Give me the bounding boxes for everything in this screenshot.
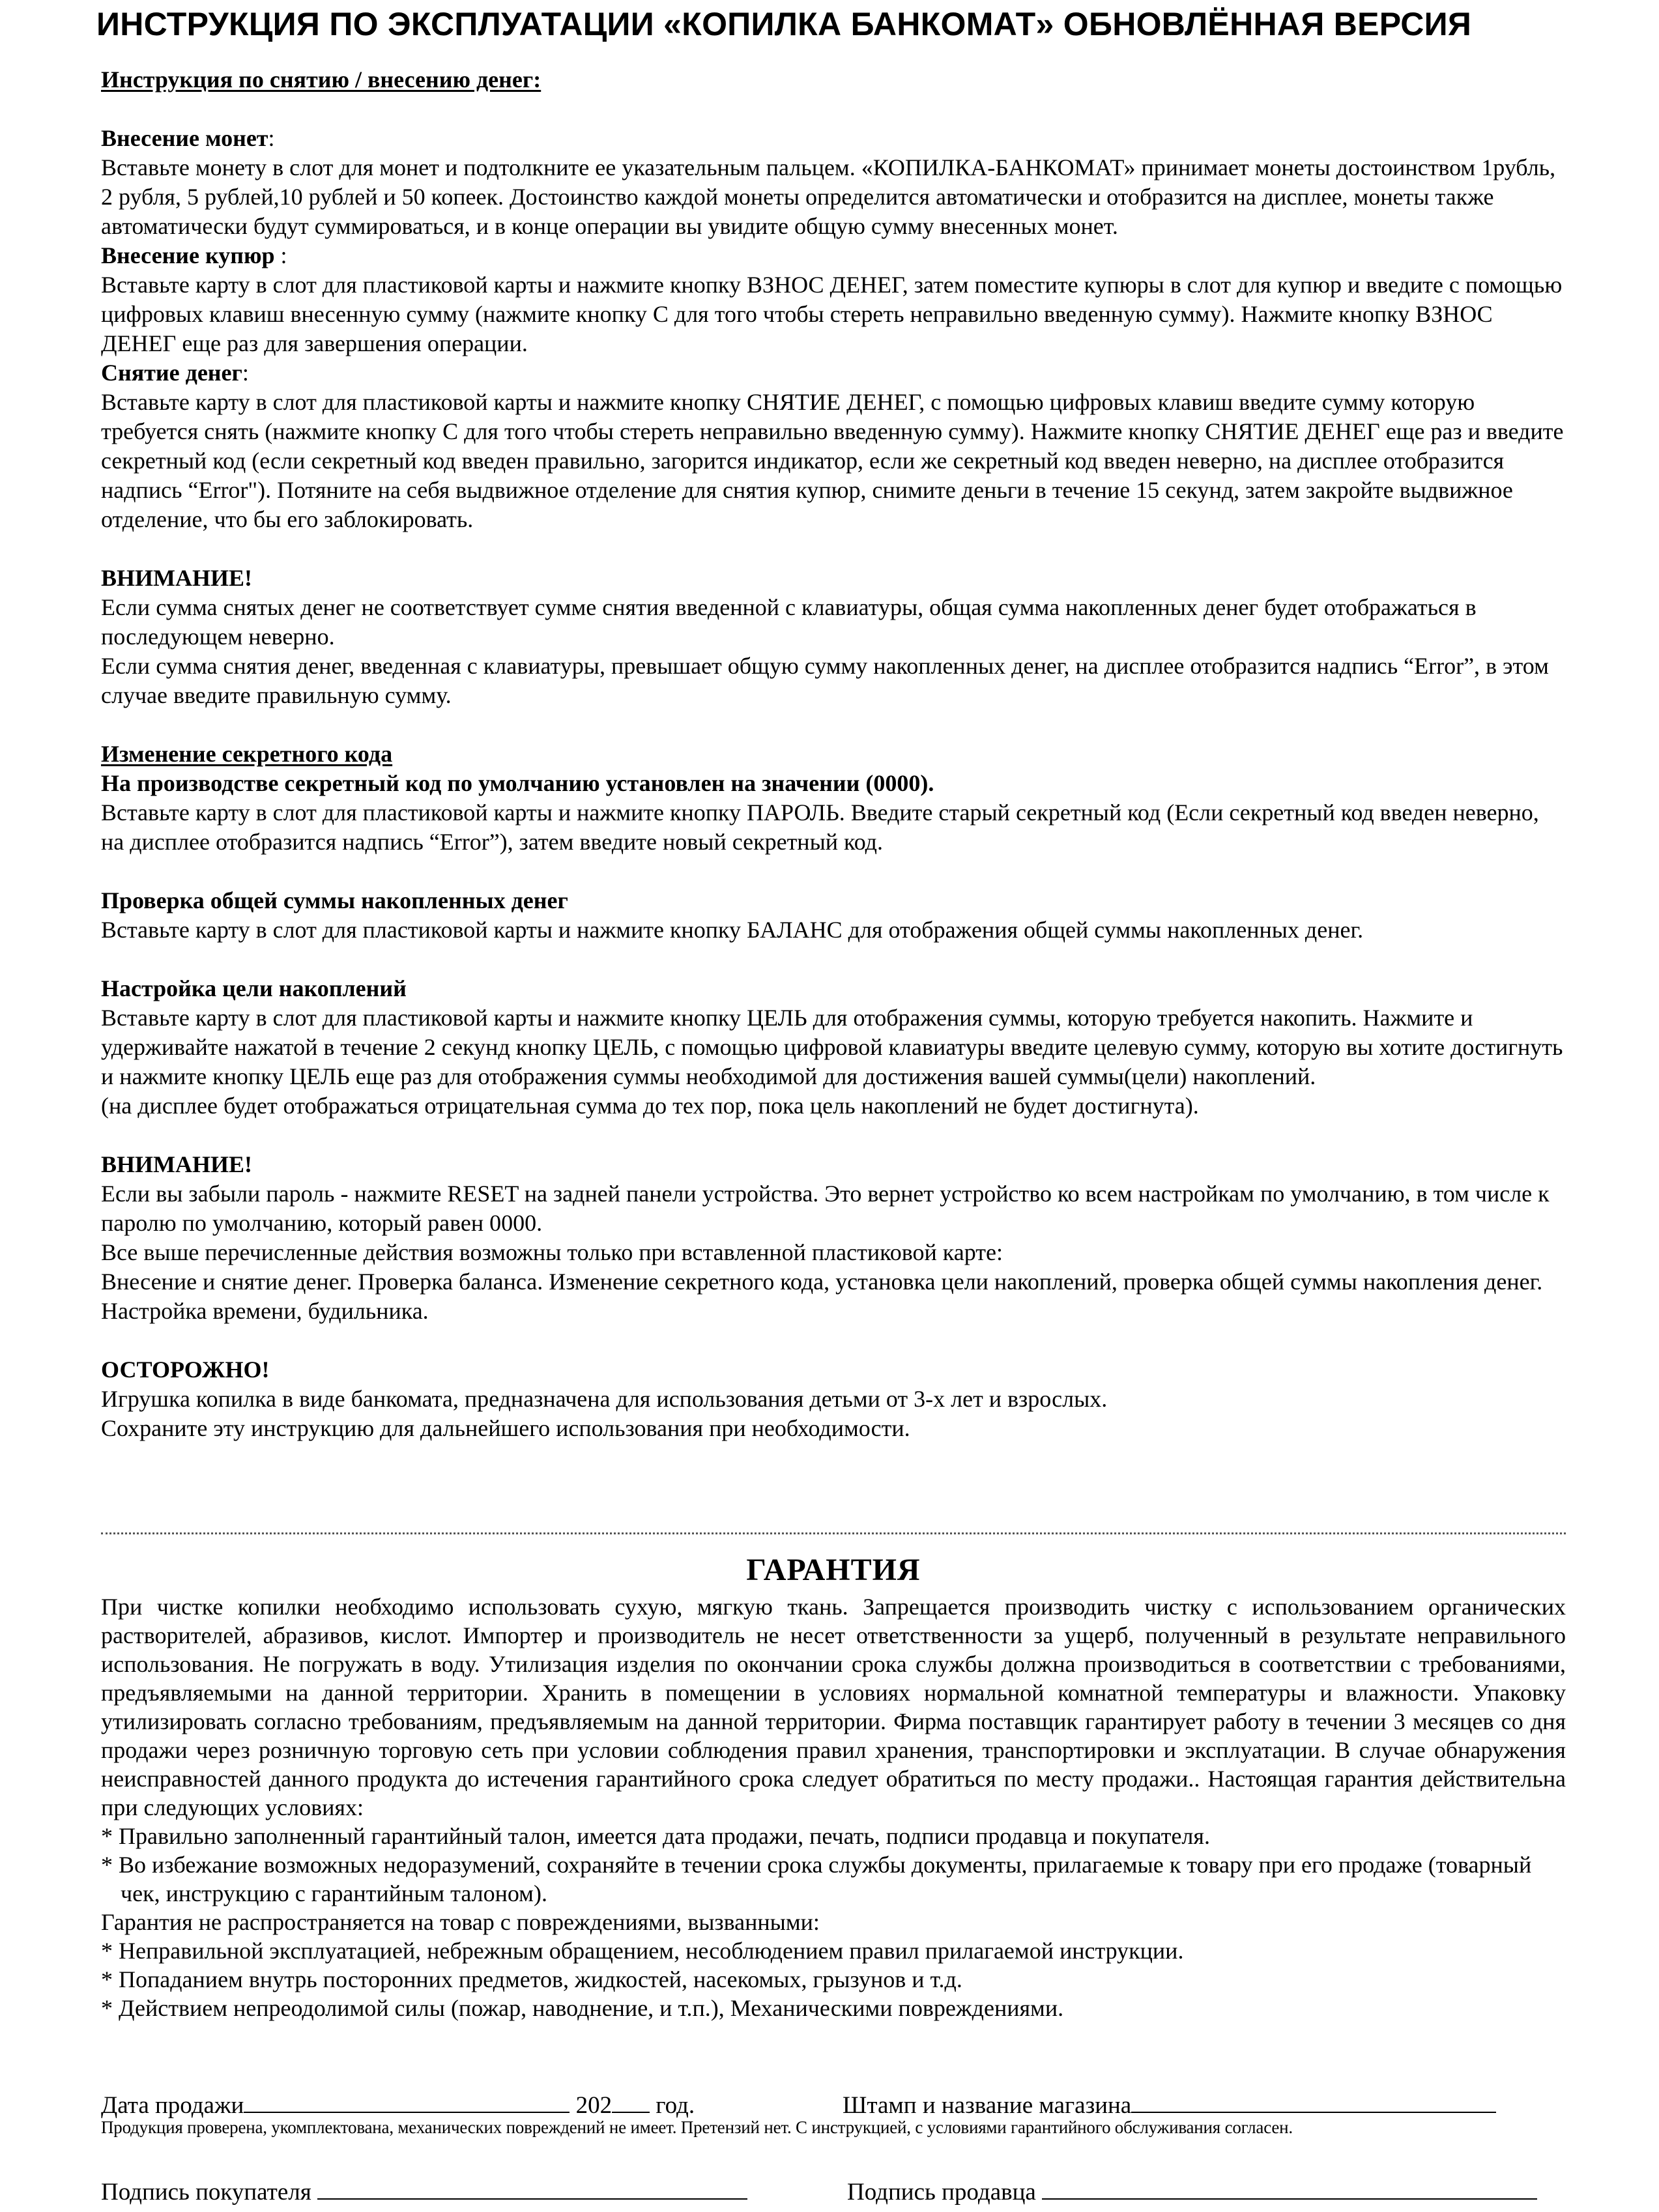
warranty-condition: * Во избежание возможных недоразумений, сохраняйте в течении срока службы документы, прилагаемые к товару при его продаже (товарный чек, инструкцию с гарантийным талоном). [101,1852,1532,1906]
goal-text: Вставьте карту в слот для пластиковой карты и нажмите кнопку ЦЕЛЬ для отображения суммы, которую требуется накопить. Нажмите и удерживайте нажатой в течение 2 секунд кнопку ЦЕЛЬ, с помощью цифровой клавиатуры введите целевую сумму, которую вы хотите достигнуть и нажмите кнопку ЦЕЛЬ еще раз для отображения суммы необходимой для достижения вашей суммы(цели) накоплений. [101,1005,1563,1089]
code-text: Вставьте карту в слот для пластиковой карты и нажмите кнопку ПАРОЛЬ. Введите старый секретный код (Если секретный код введен неверно, на дисплее отобразится надпись “Error”), затем введите новый секретный код. [101,799,1539,855]
warranty-body [101,1592,1566,2022]
instructions-heading: Инструкция по снятию / внесению денег: [101,66,541,93]
seller-signature-field [847,2178,1537,2206]
year-prefix: 202 [575,2092,613,2119]
warning2-line1: Если вы забыли пароль - нажмите RESET на задней панели устройства. Это вернет устройство ко всем настройкам по умолчанию, в том числе к паролю по умолчанию, который равен 0000. [101,1181,1550,1236]
coins-section: Внесение монет: [101,125,275,151]
sale-date-label: Дата продажи [101,2092,244,2119]
goal-note: (на дисплее будет отображаться отрицательная сумма до тех пор, пока цель накоплений не будет достигнута). [101,1093,1199,1119]
warranty-exclusion: * Попаданием внутрь посторонних предметов, жидкостей, насекомых, грызунов и т.д. [101,1966,962,1992]
code-title: Изменение секретного кода [101,741,393,767]
warning2-line2: Все выше перечисленные действия возможны только при вставленной пластиковой карте: [101,1239,1003,1265]
buyer-signature-line[interactable] [317,2179,747,2200]
title-suffix: ОБНОВЛЁННАЯ ВЕРСИЯ [1063,6,1472,42]
warning1-line2: Если сумма снятия денег, введенная с клавиатуры, превышает общую сумму накопленных денег, на дисплее отобразится надпись “Error”, в этом случае введите правильную сумму. [101,653,1549,708]
title-main: ИНСТРУКЦИЯ ПО ЭКСПЛУАТАЦИИ «КОПИЛКА БАНКОМАТ» [96,6,1054,42]
caution-title: ОСТОРОЖНО! [101,1357,270,1383]
buyer-signature-label: Подпись покупателя [101,2179,311,2205]
sale-date-field [101,2091,695,2119]
year-suffix: год. [656,2092,695,2119]
buyer-signature-field [101,2178,747,2206]
coins-text: Вставьте монету в слот для монет и подтолкните ее указательным пальцем. «КОПИЛКА-БАНКОМАТ» принимает монеты достоинством 1рубль, 2 рубля, 5 рублей,10 рублей и 50 копеек. Достоинство каждой монеты определится автоматически и отобразится на дисплее, монеты также автоматически будут суммироваться, и в конце операции вы увидите общую сумму внесенных монет. [101,154,1556,239]
warranty-exclusion: * Неправильной эксплуатацией, небрежным обращением, несоблюдением правил прилагаемой инструкции. [101,1938,1184,1964]
dotted-divider [101,1532,1566,1534]
acceptance-disclaimer: Продукция проверена, укомплектована, механических повреждений не имеет. Претензий нет. С инструкцией, с условиями гарантийного обслуживания согласен. [101,2118,1293,2137]
instructions-body [101,65,1566,1443]
caution-line2: Сохраните эту инструкцию для дальнейшего использования при необходимости. [101,1415,910,1441]
withdraw-section: Снятие денег: [101,360,249,386]
warning2-title: ВНИМАНИЕ! [101,1151,252,1177]
balance-text: Вставьте карту в слот для пластиковой карты и нажмите кнопку БАЛАНС для отображения общей суммы накопленных денег. [101,917,1364,943]
coins-title: Внесение монет [101,125,268,151]
bills-text: Вставьте карту в слот для пластиковой карты и нажмите кнопку ВЗНОС ДЕНЕГ, затем поместите купюры в слот для купюр и введите с помощью цифровых клавиш внесенную сумму (нажмите кнопку С для того чтобы стереть неправильно введенную сумму). Нажмите кнопку ВЗНОС ДЕНЕГ еще раз для завершения операции. [101,272,1563,356]
stamp-line[interactable] [1131,2092,1496,2113]
seller-signature-label: Подпись продавца [847,2179,1036,2205]
balance-title: Проверка общей суммы накопленных денег [101,887,568,913]
warranty-exclusion: * Действием непреодолимой силы (пожар, наводнение, и т.п.), Механическими повреждениями. [101,1995,1064,2021]
goal-title: Настройка цели накоплений [101,975,407,1001]
warranty-exclusions-title: Гарантия не распространяется на товар с повреждениями, вызванными: [101,1909,820,1935]
bills-section: Внесение купюр : [101,242,287,268]
sale-date-line[interactable] [244,2092,570,2113]
stamp-label: Штамп и название магазина [843,2092,1132,2119]
warning1-title: ВНИМАНИЕ! [101,565,252,591]
withdraw-text: Вставьте карту в слот для пластиковой карты и нажмите кнопку СНЯТИЕ ДЕНЕГ, с помощью цифровых клавиш введите сумму которую требуется снять (нажмите кнопку С для того чтобы стереть неправильно введенную сумму). Нажмите кнопку СНЯТИЕ ДЕНЕГ еще раз и введите секретный код (если секретный код введен правильно, загорится индикатор, если же секретный код введен неверно, на дисплее отобразится надпись “Error"). Потяните на себя выдвижное отделение для снятия купюр, снимите деньги в течение 15 секунд, затем закройте выдвижное отделение, что бы его заблокировать. [101,389,1564,532]
caution-line1: Игрушка копилка в виде банкомата, предназначена для использования детьми от 3-х лет и взрослых. [101,1386,1108,1412]
warning2-line3: Внесение и снятие денег. Проверка баланса. Изменение секретного кода, установка цели накоплений, проверка общей суммы накопления денег. Настройка времени, будильника. [101,1269,1543,1324]
year-line[interactable] [612,2092,650,2113]
warranty-text: При чистке копилки необходимо использовать сухую, мягкую ткань. Запрещается производить чистку с использованием органических растворителей, абразивов, кислот. Импортер и производитель не несет ответственности за ущерб, полученный в результате неправильного использования. Не погружать в воду. Утилизация изделия по окончании срока службы должна производиться в соответствии с требованиями, предъявляемыми на данной территории. Хранить в помещении в условиях нормальной комнатной температуры и влажности. Упаковку утилизировать согласно требованиям, предъявляемым на данной территории. Фирма поставщик гарантирует работу в течении 3 месяцев со дня продажи через розничную торговую сеть при условии соблюдения правил хранения, транспортировки и эксплуатации. В случае обнаружения неисправностей данного продукта до истечения гарантийного срока следует обратиться по месту продажи.. Настоящая гарантия действительна при следующих условиях: [101,1594,1566,1820]
bills-title: Внесение купюр [101,242,275,268]
stamp-field [843,2091,1496,2119]
seller-signature-line[interactable] [1042,2179,1537,2200]
warning1-line1: Если сумма снятых денег не соответствует сумме снятия введенной с клавиатуры, общая сумма накопленных денег будет отображаться в последующем неверно. [101,594,1477,650]
warranty-title: ГАРАНТИЯ [746,1553,921,1587]
withdraw-title: Снятие денег [101,360,242,386]
code-default: На производстве секретный код по умолчанию установлен на значении (0000). [101,770,934,796]
page-title [96,5,1582,43]
warranty-condition: * Правильно заполненный гарантийный талон, имеется дата продажи, печать, подписи продавца и покупателя. [101,1823,1210,1849]
